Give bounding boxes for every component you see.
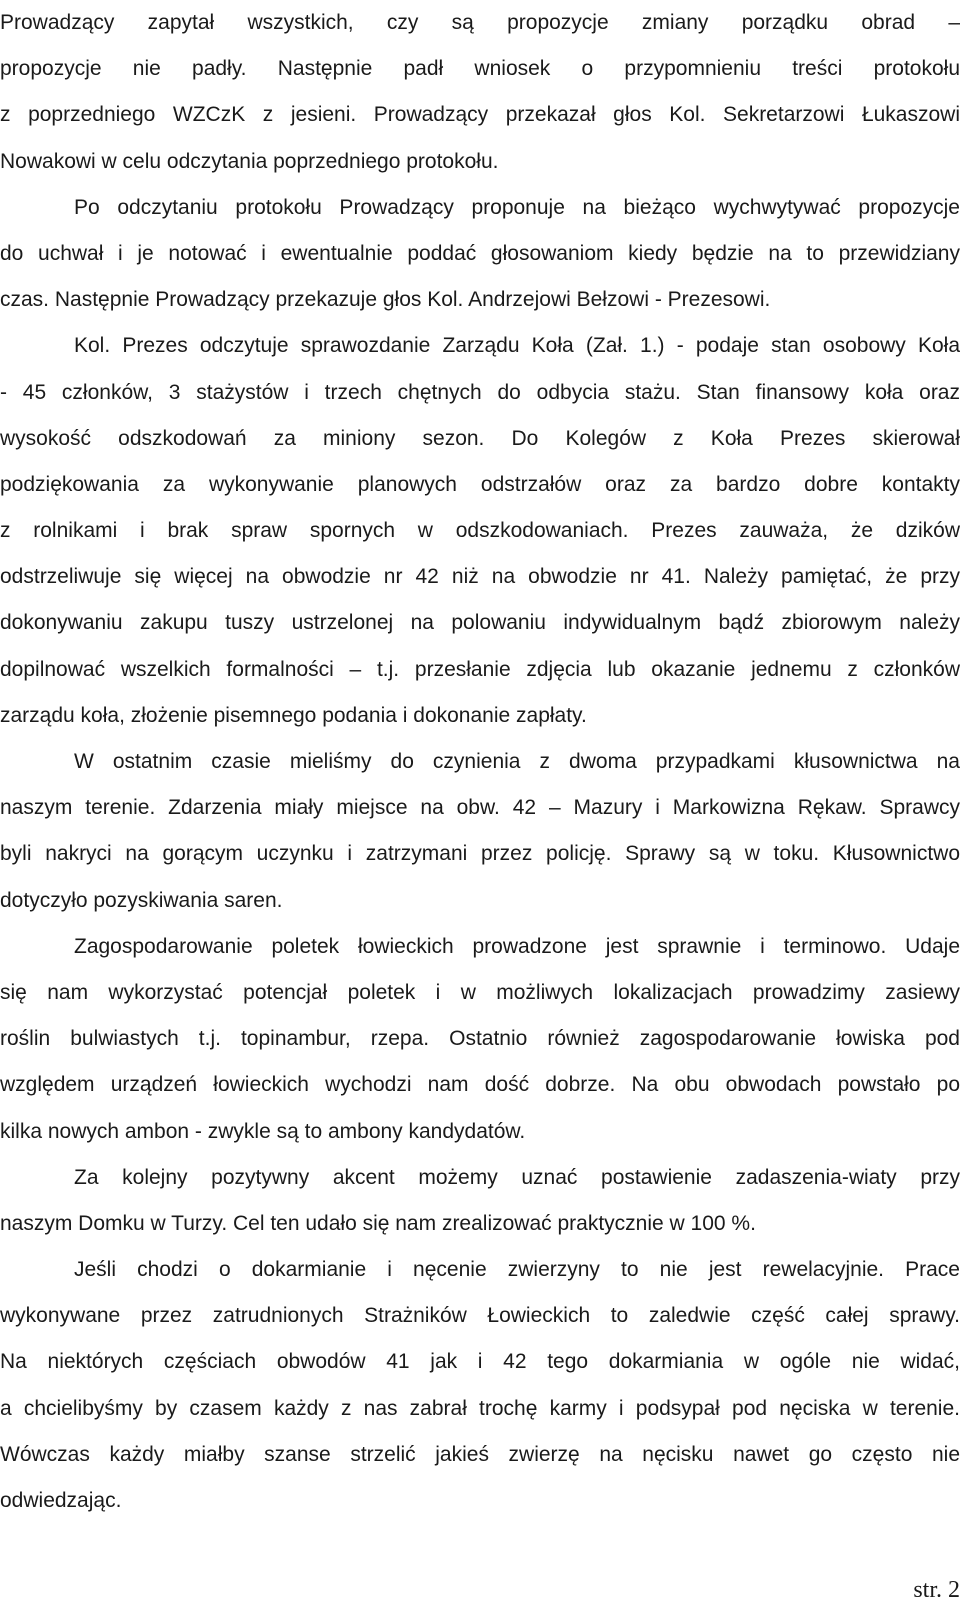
text-line: dotyczyło pozyskiwania saren.	[0, 888, 283, 912]
text-line: propozycje nie padły. Następnie padł wniosek o przypomnieniu treści protokołu	[0, 57, 960, 81]
text-line: odwiedzając.	[0, 1489, 122, 1512]
text-line: zarządu koła, złożenie pisemnego podania i dokonanie zapłaty.	[0, 703, 587, 727]
text-line: z rolnikami i brak spraw spornych w odszkodowaniach. Prezes zauważa, że dzików	[0, 519, 960, 543]
text-line: odstrzeliwuje się więcej na obwodzie nr 42 niż na obwodzie nr 41. Należy pamiętać, że przy	[0, 565, 960, 589]
text-line: Na niektórych częściach obwodów 41 jak i 42 tego dokarmiania w ogóle nie widać,	[0, 1350, 960, 1374]
paragraph	[0, 739, 960, 924]
paragraph	[0, 0, 960, 185]
paragraph	[0, 323, 960, 739]
text-line: Nowakowi w celu odczytania poprzedniego protokołu.	[0, 149, 499, 173]
page-number: str. 2	[913, 1577, 960, 1603]
text-line: z poprzedniego WZCzK z jesieni. Prowadzący przekazał głos Kol. Sekretarzowi Łukaszowi	[0, 103, 960, 127]
text-line: Za kolejny pozytywny akcent możemy uznać postawienie zadaszenia-wiaty przy	[74, 1165, 960, 1189]
text-line: Zagospodarowanie poletek łowieckich prowadzone jest sprawnie i terminowo. Udaje	[74, 934, 960, 958]
text-line: kilka nowych ambon - zwykle są to ambony kandydatów.	[0, 1119, 526, 1143]
text-line: wykonywane przez zatrudnionych Strażników Łowieckich to zaledwie część całej sprawy.	[0, 1304, 960, 1328]
text-line: naszym Domku w Turzy. Cel ten udało się nam zrealizować praktycznie w 100 %.	[0, 1211, 756, 1235]
text-line: - 45 członków, 3 stażystów i trzech chętnych do odbycia stażu. Stan finansowy koła oraz	[0, 380, 960, 404]
text-line: wysokość odszkodowań za miniony sezon. Do Kolegów z Koła Prezes skierował	[0, 426, 960, 450]
text-line: a chcielibyśmy by czasem każdy z nas zabrał trochę karmy i podsypał pod nęciska w terenie.	[0, 1396, 960, 1420]
text-line: naszym terenie. Zdarzenia miały miejsce na obw. 42 – Mazury i Markowizna Rękaw. Sprawcy	[0, 796, 960, 820]
text-line: Kol. Prezes odczytuje sprawozdanie Zarządu Koła (Zał. 1.) - podaje stan osobowy Koła	[74, 334, 960, 358]
paragraph	[0, 924, 960, 1155]
text-line: W ostatnim czasie mieliśmy do czynienia z dwoma przypadkami kłusownictwa na	[74, 750, 960, 773]
text-line: dopilnować wszelkich formalności – t.j. przesłanie zdjęcia lub okazanie jednemu z członków	[0, 657, 960, 681]
paragraph	[0, 185, 960, 324]
text-line: względem urządzeń łowieckich wychodzi nam dość dobrze. Na obu obwodach powstało po	[0, 1073, 960, 1097]
text-line: czas. Następnie Prowadzący przekazuje głos Kol. Andrzejowi Bełzowi - Prezesowi.	[0, 288, 771, 312]
text-line: do uchwał i je notować i ewentualnie poddać głosowaniom kiedy będzie na to przewidziany	[0, 241, 960, 265]
text-line: podziękowania za wykonywanie planowych odstrzałów oraz za bardzo dobre kontakty	[0, 472, 960, 496]
text-line: roślin bulwiastych t.j. topinambur, rzepa. Ostatnio również zagospodarowanie łowiska pod	[0, 1027, 960, 1051]
text-line: się nam wykorzystać potencjał poletek i w możliwych lokalizacjach prowadzimy zasiewy	[0, 980, 960, 1004]
text-line: byli nakryci na gorącym uczynku i zatrzymani przez policję. Sprawy są w toku. Kłusownictwo	[0, 842, 960, 866]
paragraph	[0, 1247, 960, 1524]
paragraph	[0, 1155, 960, 1247]
text-line: Jeśli chodzi o dokarmianie i nęcenie zwierzyny to nie jest rewelacyjnie. Prace	[74, 1258, 960, 1282]
text-line: dokonywaniu zakupu tuszy ustrzelonej na polowaniu indywidualnym bądź zbiorowym należy	[0, 611, 960, 635]
text-line: Po odczytaniu protokołu Prowadzący proponuje na bieżąco wychwytywać propozycje	[74, 195, 960, 219]
text-line: Wówczas każdy miałby szanse strzelić jakieś zwierzę na nęcisku nawet go często nie	[0, 1442, 960, 1466]
text-line: Prowadzący zapytał wszystkich, czy są propozycje zmiany porządku obrad –	[0, 11, 960, 34]
